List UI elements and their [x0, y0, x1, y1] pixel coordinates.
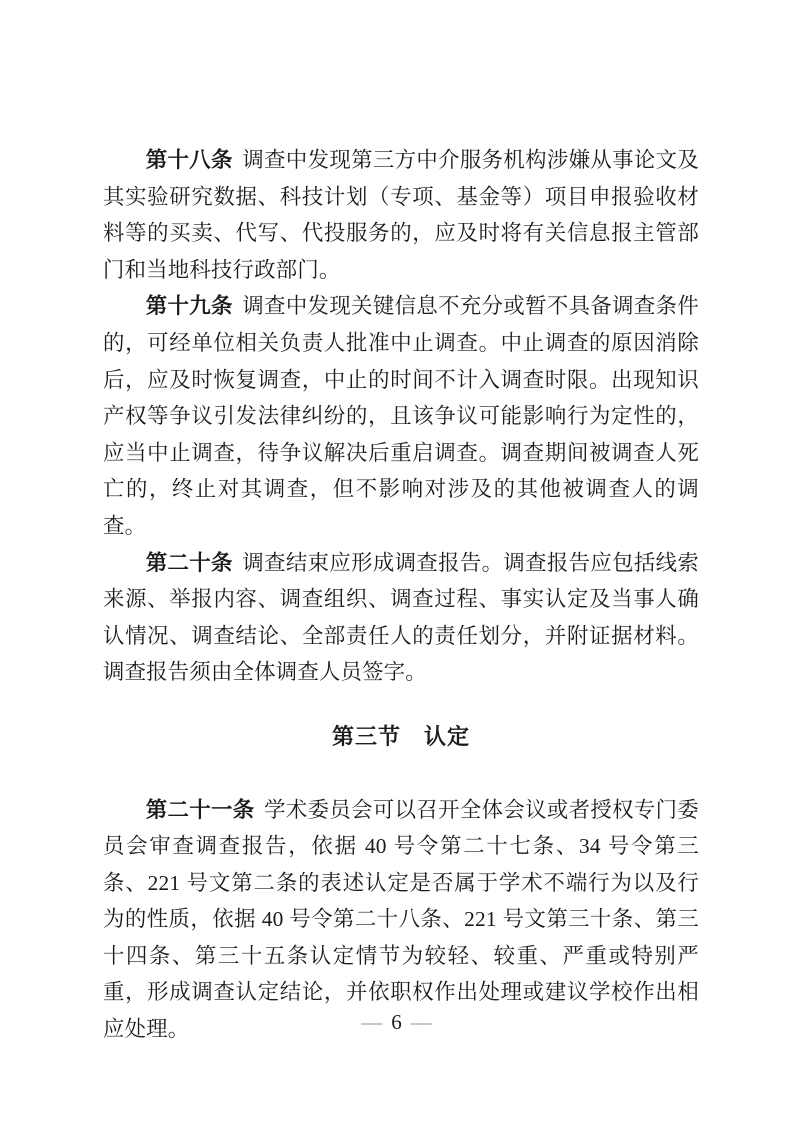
article-21-number: 第二十一条	[145, 797, 255, 822]
paragraph-article-19	[103, 288, 699, 544]
paragraph-article-20	[103, 545, 699, 691]
article-21-text: 学术委员会可以召开全体会议或者授权专门委员会审查调查报告，依据 40 号令第二十七条、34 号令第三条、221 号文第二条的表述认定是否属于学术不端行为以及行为的性质，依据 40 号令第二十八条、221 号文第三十条、第三十四条、第三十五条认定情节为较轻、较重、严重或特别严重，形成调查认定结论，并依职权作出处理或建议学校作出相应处理。	[103, 797, 699, 1042]
document-body	[103, 142, 699, 1048]
article-18-text: 调查中发现第三方中介服务机构涉嫌从事论文及其实验研究数据、科技计划（专项、基金等）项目申报验收材料等的买卖、代写、代投服务的，应及时将有关信息报主管部门和当地科技行政部门。	[103, 148, 699, 282]
article-18-number: 第十八条	[145, 148, 233, 172]
article-19-number: 第十九条	[145, 294, 233, 319]
footer-dash-left: —	[361, 1010, 383, 1034]
article-20-number: 第二十条	[145, 550, 233, 575]
page-number: 6	[391, 1010, 402, 1034]
footer-dash-right: —	[410, 1010, 432, 1034]
article-20-text: 调查结束应形成调查报告。调查报告应包括线索来源、举报内容、调查组织、调查过程、事实认定及当事人确认情况、调查结论、全部责任人的责任划分，并附证据材料。调查报告须由全体调查人员签字。	[103, 550, 699, 685]
section-heading: 第三节 认定	[331, 723, 470, 749]
page-footer	[0, 1007, 793, 1037]
paragraph-article-18	[103, 142, 699, 288]
article-19-text: 调查中发现关键信息不充分或暂不具备调查条件的，可经单位相关负责人批准中止调查。中止调查的原因消除后，应及时恢复调查，中止的时间不计入调查时限。出现知识产权等争议引发法律纠纷的，且该争议可能影响行为定性的，应当中止调查，待争议解决后重启调查。调查期间被调查人死亡的，终止对其调查，但不影响对涉及的其他被调查人的调查。	[103, 294, 699, 538]
